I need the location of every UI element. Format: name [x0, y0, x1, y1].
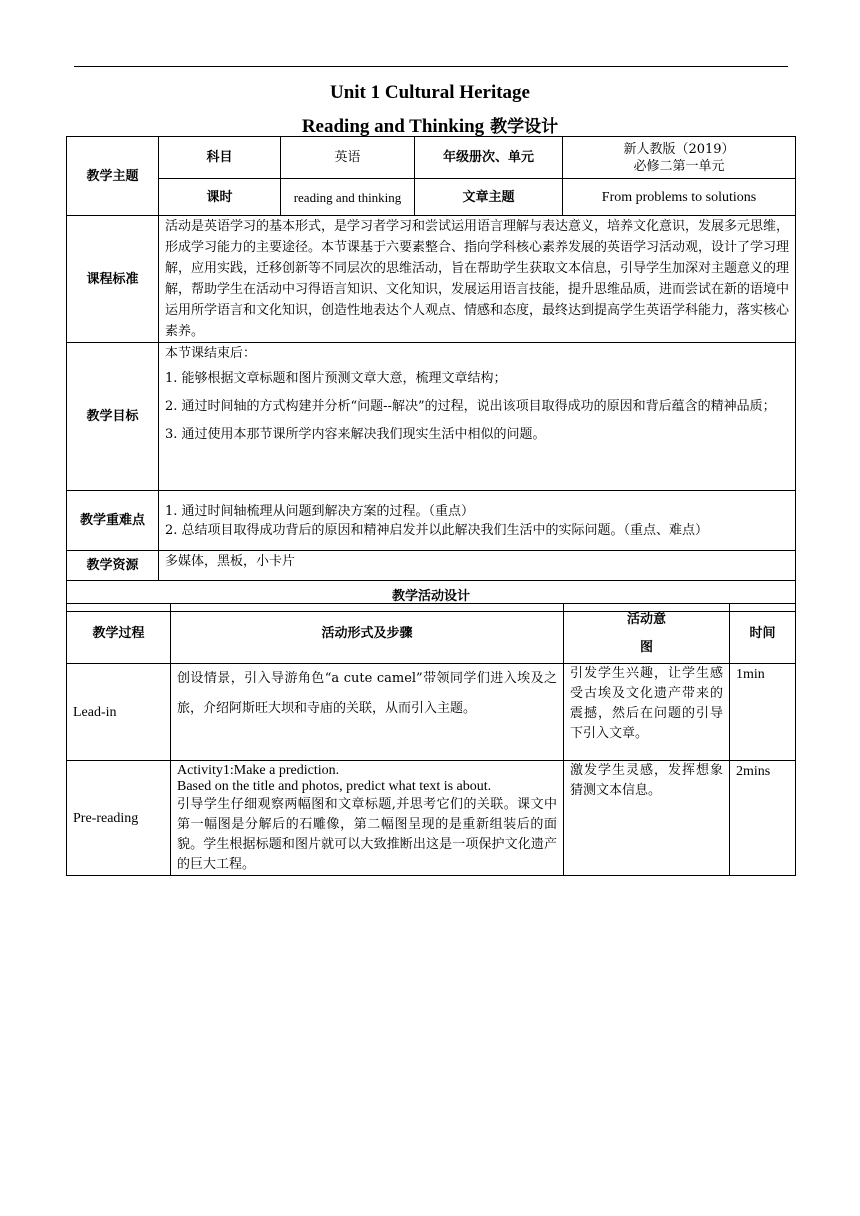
intent-prereading: 激发学生灵感，发挥想象猜测文本信息。 — [564, 761, 730, 876]
keypoints-label: 教学重难点 — [67, 491, 159, 551]
goal-item-1: 1. 能够根据文章标题和图片预测文章大意，梳理文章结构； — [165, 371, 507, 386]
period-value: reading and thinking — [281, 179, 415, 216]
stage-prereading: Pre-reading — [67, 761, 171, 876]
steps-prereading-cn: 引导学生仔细观察两幅图和文章标题,并思考它们的关联。课文中第一幅图是分解后的石雕像，第二幅图呈现的是重新组装后的面貌。学生根据标题和图片就可以大致推断出这是一项保护文化遗产的巨大工程。 — [177, 797, 557, 872]
keypoint-item-1: 1. 通过时间轴梳理从问题到解决方案的过程。（重点） — [165, 503, 475, 519]
topic-label: 教学主题 — [67, 137, 159, 216]
doc-subtitle — [66, 112, 794, 138]
doc-title: Unit 1 Cultural Heritage — [329, 82, 530, 103]
grade-label: 年级册次、单元 — [415, 137, 563, 179]
article-label: 文章主题 — [415, 179, 563, 216]
standard-text: 活动是英语学习的基本形式，是学习者学习和尝试运用语言理解与表达意义，培养文化意识，发展多元思维，形成学习能力的主要途径。本节课基于六要素整合、指向学科核心素养发展的英语学习活动观，设计了学习理解，应用实践，迁移创新等不同层次的思维活动，旨在帮助学生获取文本信息，引导学生加深对主题意义的理解，帮助学生在活动中习得语言知识、文化知识，发展运用语言技能，提升思维品质，进而尝试在新的语境中运用所学语言和文化知识，创造性地表达个人观点、情感和态度，最终达到提高学生英语学科能力，落实核心素养。 — [159, 216, 796, 343]
subject-value: 英语 — [281, 137, 415, 179]
table-row — [67, 761, 796, 876]
resources-value: 多媒体，黑板，小卡片 — [159, 551, 796, 581]
standard-label: 课程标准 — [67, 216, 159, 343]
steps-leadin: 创设情景，引入导游角色“a cute camel”带领同学们进入埃及之旅，介绍阿斯旺大坝和寺庙的关联，从而引入主题。 — [171, 664, 564, 761]
table-row — [67, 664, 796, 761]
col-process-header: 教学过程 — [67, 604, 171, 664]
steps-prereading-en2: Based on the title and photos, predict what text is about. — [177, 779, 492, 794]
grade-value-line1: 新人教版（2019） — [623, 141, 735, 157]
doc-subtitle-cn: 教学设计 — [490, 117, 559, 137]
steps-prereading-en1: Activity1:Make a prediction. — [177, 763, 340, 778]
grade-value-line2: 必修二第一单元 — [633, 158, 725, 174]
goals-label: 教学目标 — [67, 343, 159, 491]
keypoints-content — [159, 491, 796, 551]
goals-intro: 本节课结束后： — [165, 346, 257, 361]
lesson-info-table — [66, 136, 796, 612]
period-label: 课时 — [159, 179, 281, 216]
col-steps-header: 活动形式及步骤 — [171, 604, 564, 664]
activity-design-heading: 教学活动设计 — [67, 581, 796, 612]
stage-leadin: Lead-in — [67, 664, 171, 761]
col-time-header: 时间 — [730, 604, 796, 664]
keypoint-item-2: 2. 总结项目取得成功背后的原因和精神启发并以此解决我们生活中的实际问题。（重点、难点） — [165, 522, 709, 538]
col-intent-header: 活动意图 — [564, 604, 730, 664]
grade-value — [563, 137, 796, 179]
goal-item-2: 2. 通过时间轴的方式构建并分析“问题--解决”的过程，说出该项目取得成功的原因和背后蕴含的精神品质； — [165, 399, 776, 414]
activity-table — [66, 603, 796, 876]
subject-label: 科目 — [159, 137, 281, 179]
time-leadin: 1min — [730, 664, 796, 761]
resources-label: 教学资源 — [67, 551, 159, 581]
goals-content — [159, 343, 796, 491]
time-prereading: 2mins — [730, 761, 796, 876]
intent-leadin: 引发学生兴趣，让学生感受古埃及文化遗产带来的震撼，然后在问题的引导下引入文章。 — [564, 664, 730, 761]
doc-subtitle-en: Reading and Thinking — [301, 116, 485, 137]
goal-item-3: 3. 通过使用本那节课所学内容来解决我们现实生活中相似的问题。 — [165, 427, 546, 442]
steps-prereading — [171, 761, 564, 876]
header-rule — [74, 66, 788, 67]
article-value: From problems to solutions — [563, 179, 796, 216]
